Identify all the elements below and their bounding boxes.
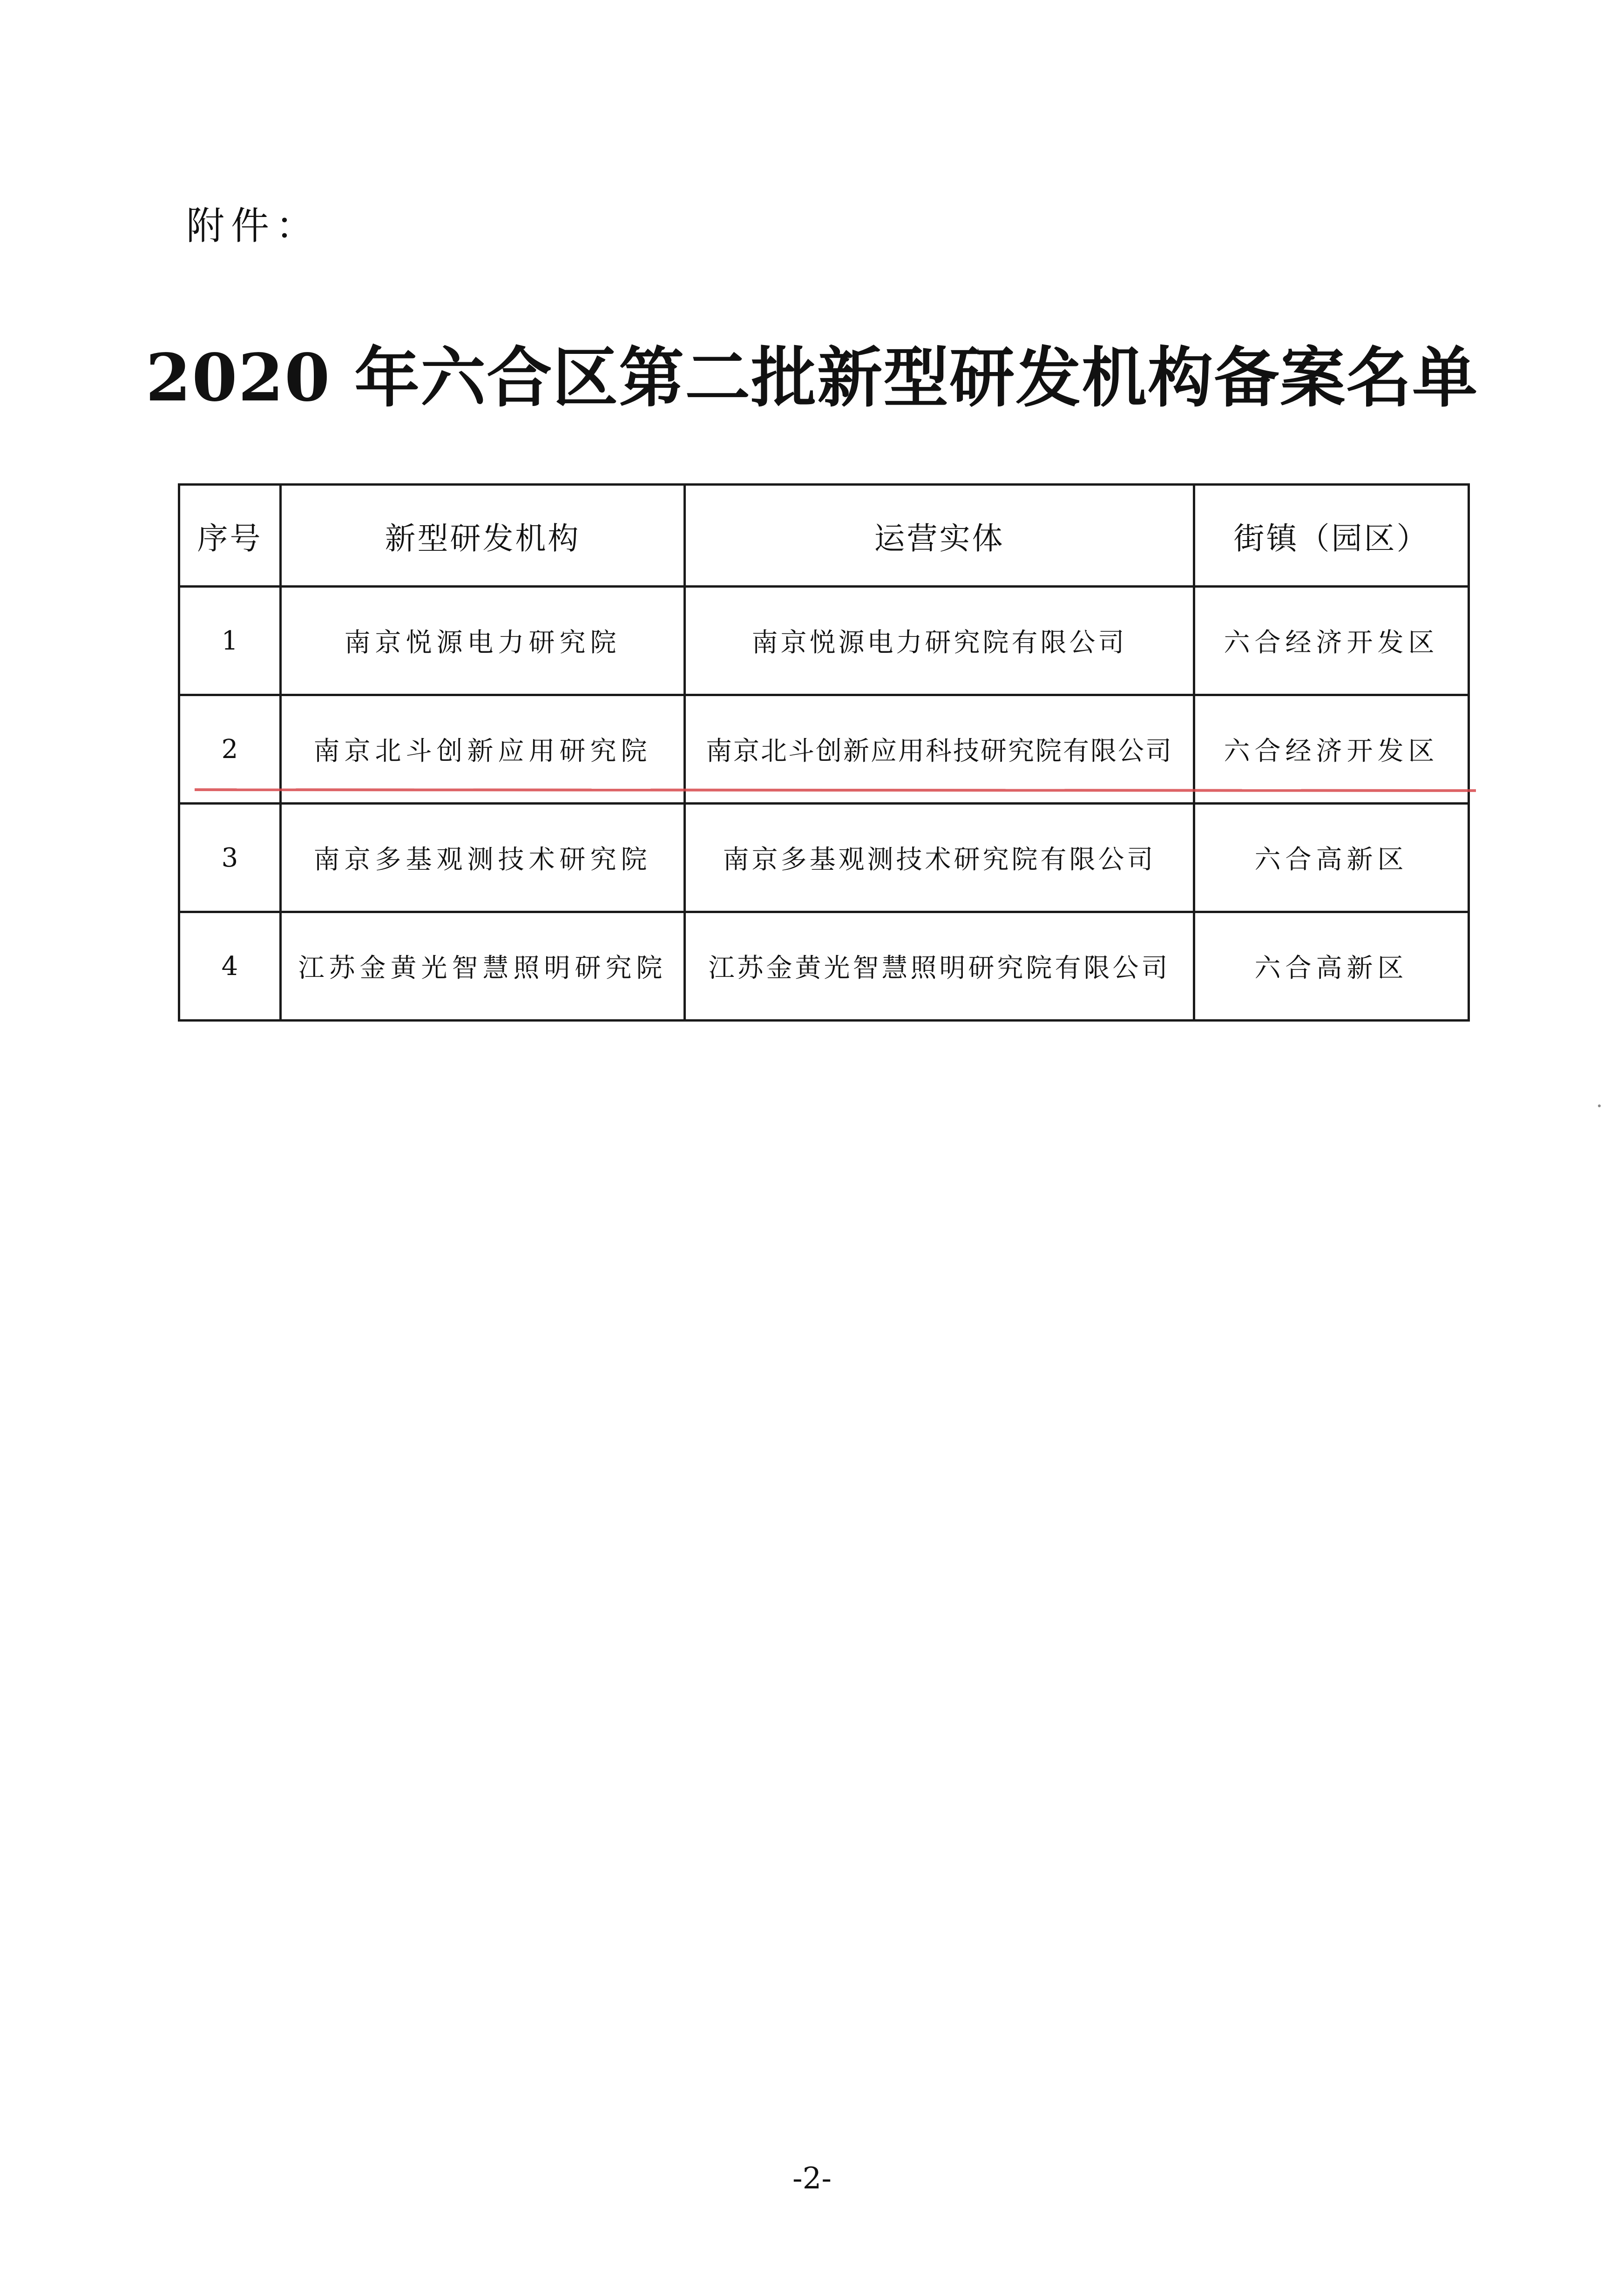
cell-district: 六合高新区 (1194, 804, 1469, 912)
cell-district: 六合经济开发区 (1194, 695, 1469, 804)
header-institution: 新型研发机构 (281, 485, 685, 587)
cell-district: 六合高新区 (1194, 912, 1469, 1021)
cell-index: 2 (179, 695, 281, 804)
header-index: 序号 (179, 485, 281, 587)
cell-index: 3 (179, 804, 281, 912)
page-number: -2- (792, 2161, 832, 2196)
table-row (179, 804, 1469, 912)
table-row (179, 912, 1469, 1021)
header-operating-entity: 运营实体 (685, 485, 1194, 587)
table-row (179, 695, 1469, 804)
cell-operating-entity: 南京悦源电力研究院有限公司 (685, 587, 1194, 695)
cell-institution: 南京北斗创新应用研究院 (281, 695, 685, 804)
cell-institution: 江苏金黄光智慧照明研究院 (281, 912, 685, 1021)
cell-index: 1 (179, 587, 281, 695)
registry-table (178, 483, 1470, 1022)
document-title: 2020 年六合区第二批新型研发机构备案名单 (145, 340, 1479, 416)
cell-index: 4 (179, 912, 281, 1021)
cell-district: 六合经济开发区 (1194, 587, 1469, 695)
cell-operating-entity: 南京多基观测技术研究院有限公司 (685, 804, 1194, 912)
header-district: 街镇（园区） (1194, 485, 1469, 587)
cell-institution: 南京多基观测技术研究院 (281, 804, 685, 912)
table-header-row (179, 485, 1469, 587)
attachment-label: 附件： (186, 204, 321, 248)
scan-speck (1598, 1104, 1601, 1107)
table-row (179, 587, 1469, 695)
cell-operating-entity: 江苏金黄光智慧照明研究院有限公司 (685, 912, 1194, 1021)
cell-institution: 南京悦源电力研究院 (281, 587, 685, 695)
cell-operating-entity: 南京北斗创新应用科技研究院有限公司 (685, 695, 1194, 804)
